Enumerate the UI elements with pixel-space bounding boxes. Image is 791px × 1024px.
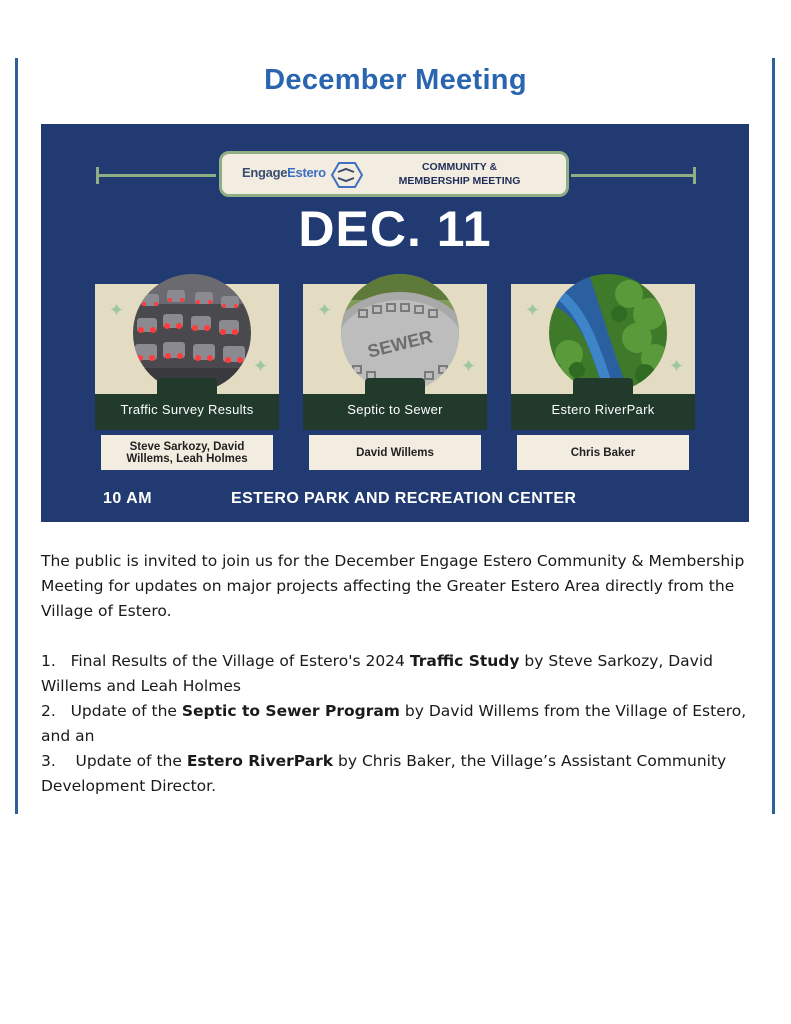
river-aerial-image (549, 274, 667, 392)
card-speaker (517, 435, 689, 470)
banner-rule-cap-right (693, 167, 696, 184)
meeting-type (372, 160, 547, 188)
agenda-text: Final Results of the Village of Estero's 2024 (70, 652, 410, 670)
sewer-photo (341, 274, 459, 392)
event-banner (41, 124, 749, 522)
brand-wordmark (242, 165, 326, 180)
agenda-topic: Traffic Study (409, 652, 520, 670)
agenda-item (41, 649, 761, 699)
right-border (772, 58, 775, 814)
card-label: Septic to Sewer (347, 402, 443, 417)
agenda-text: by Steve Sarkozy, David Willems and Leah Holmes (41, 652, 713, 695)
agenda-item (41, 699, 761, 749)
left-border (15, 58, 18, 814)
manhole-cover-image (341, 274, 459, 392)
traffic-photo-image (133, 274, 251, 392)
sewer-word: SEWER (365, 326, 435, 362)
brand-engage: Engage (242, 165, 288, 180)
meeting-type-line1: COMMUNITY & (421, 161, 498, 173)
sparkle-icon: ✦ (669, 356, 685, 377)
engage-estero-logo-icon (330, 160, 364, 190)
intro-paragraph: The public is invited to join us for the December Engage Estero Community & Membership Meeting for updates on major projects affecting the Greater Estero Area directly from the Village of Estero. (41, 552, 745, 620)
brand-estero: Estero (287, 165, 326, 180)
speaker-line2: Willems, Leah Holmes (126, 452, 248, 465)
agenda-number: 1. (41, 652, 56, 670)
topic-card-sewer (303, 274, 487, 474)
agenda-number: 2. (41, 702, 56, 720)
agenda-text: by David Willems from the Village of Estero, and an (41, 702, 747, 745)
card-speaker (309, 435, 481, 470)
sparkle-icon: ✦ (525, 300, 541, 321)
event-location: ESTERO PARK AND RECREATION CENTER (231, 490, 577, 507)
agenda-text: Update of the (70, 702, 182, 720)
card-label: Traffic Survey Results (120, 402, 254, 417)
brand-pill (219, 151, 569, 197)
card-label: Estero RiverPark (551, 402, 655, 417)
sparkle-icon: ✦ (109, 300, 125, 321)
event-date: DEC. 11 (298, 201, 492, 257)
agenda-topic: Estero RiverPark (186, 752, 334, 770)
agenda-topic: Septic to Sewer Program (181, 702, 400, 720)
agenda-text: Update of the (75, 752, 187, 770)
agenda-item (41, 749, 761, 799)
sparkle-icon: ✦ (317, 300, 333, 321)
card-speaker (101, 435, 273, 470)
river-photo (549, 274, 667, 392)
banner-rule-right (571, 174, 695, 177)
topic-card-riverpark (511, 274, 695, 474)
topic-card-traffic (95, 274, 279, 474)
sparkle-icon: ✦ (253, 356, 269, 377)
speaker-line1: Chris Baker (570, 446, 636, 459)
banner-rule-cap-left (96, 167, 99, 184)
event-time: 10 AM (103, 490, 153, 507)
agenda-text: by Chris Baker, the Village’s Assistant Community Development Director. (41, 752, 727, 795)
sparkle-icon: ✦ (461, 356, 477, 377)
announcement-body (41, 549, 761, 799)
speaker-line1: Steve Sarkozy, David (129, 440, 245, 453)
banner-rule-left (96, 174, 216, 177)
meeting-type-line2: MEMBERSHIP MEETING (398, 175, 521, 187)
traffic-photo (133, 274, 251, 392)
speaker-line1: David Willems (356, 446, 434, 459)
agenda-number: 3. (41, 752, 56, 770)
page-title: December Meeting (264, 64, 527, 96)
